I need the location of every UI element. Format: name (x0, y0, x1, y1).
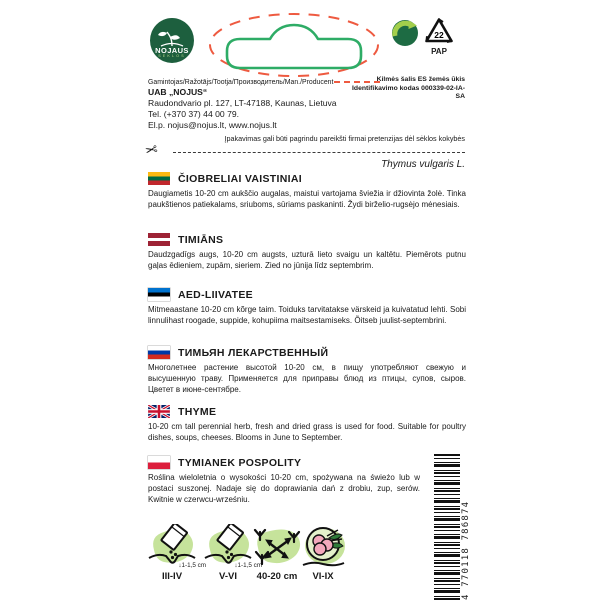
section-title: AED-LIIVATEE (178, 288, 253, 301)
section-text: Roślina wieloletnia o wysokości 10-20 cm, spożywana na świeżo lub w postaci suszonej. Nadaje się do doprawiania dań z drobiu, zup, serów. Kwitnie w czerwcu-wrześniu. (148, 473, 420, 504)
section-title: ТИМЬЯН ЛЕКАРСТВЕННЫЙ (178, 346, 329, 359)
green-dot-recycling-icon (392, 20, 418, 46)
pap-22-recycling-mark (424, 17, 454, 56)
pictogram-sowing-indoors (144, 524, 206, 582)
scissors-icon: ✂ (143, 140, 160, 161)
company-name: UAB „NOJUS“ (148, 87, 208, 97)
section-text: Daudzgadīgs augs, 10-20 cm augsts, uzturā lieto svaigu un kaltētu. Piemērots putnu gaļas ēdieniem, zupām, sieriem. Zied no jūnija līdz septembrim. (148, 250, 466, 270)
quality-claim-note: Įpakavimas gali būti pagrindu pareikšti firmai pretenzijas dėl sėklos kokybės (224, 134, 465, 143)
hang-hole-mark (206, 10, 382, 80)
company-address: Raudondvario pl. 127, LT-47188, Kaunas, Lietuva (148, 98, 337, 108)
sowing-depth-note: ↓1-1,5 cm (234, 562, 262, 569)
section-lithuanian (148, 172, 466, 210)
pictogram-label: V-VI (219, 571, 237, 582)
russia-flag-icon (148, 346, 170, 359)
latin-name: Thymus vulgaris L. (381, 159, 465, 170)
section-english (148, 405, 466, 443)
pictogram-flowering-time (298, 524, 348, 582)
nojus-logo (150, 18, 194, 63)
latvia-flag-icon (148, 233, 170, 246)
logo-brand-text: NOJAUS (155, 46, 189, 55)
identification-code: Identifikavimo kodas 000339-02-IA-SA (352, 84, 465, 101)
ean-barcode (434, 450, 472, 600)
section-title: TYMIANEK POSPOLITY (178, 456, 302, 469)
pictogram-label: VI-IX (312, 571, 334, 582)
section-polish (148, 456, 420, 505)
spacing-arrows-icon (250, 524, 304, 568)
estonia-flag-icon (148, 288, 170, 301)
barcode-digits: 4 770118 786874 (461, 500, 471, 600)
producer-label-multilang: Gamintojas/Ražotājs/Tootja/Производитель/Man./Producent (148, 79, 334, 86)
sowing-depth-note: ↓1-1,5 cm (178, 562, 206, 569)
producer-block (148, 78, 378, 131)
logo-sub-text: SĖKLOS (158, 54, 186, 58)
sprout-icon (155, 29, 189, 47)
section-title: THYME (178, 405, 217, 418)
pictogram-label: 40-20 cm (256, 571, 298, 582)
origin-block (348, 76, 465, 102)
poland-flag-icon (148, 456, 170, 469)
recycling-triangle-icon (424, 17, 454, 44)
section-title: TIMIĀNS (178, 233, 224, 246)
section-latvian (148, 233, 466, 271)
sowing-packet-icon (147, 524, 197, 566)
section-russian (148, 346, 466, 395)
flower-icon (300, 524, 346, 568)
euro-slot-icon (227, 25, 361, 68)
pap-number: 22 (434, 30, 444, 40)
pictogram-label: III-IV (161, 571, 183, 582)
origin-country-line: Kilmės šalis ES žemės ūkis (376, 76, 465, 83)
section-text: Многолетнее растение высотой 10-20 см, в пищу употребляют свежую и высушенную траву. Применяется для приправы блюд из птицы, супов, сыров. Цветет в июне-сентябре. (148, 363, 466, 394)
section-title: ČIOBRELIAI VAISTINIAI (178, 172, 302, 185)
section-text: Daugiametis 10-20 cm aukščio augalas, maistui vartojama šviežia ir džiovinta žolė. Tinka paukštienos patiekalams, sriuboms, sūriams paskaninti. Žydi birželio-rugsėjo mėnesiais. (148, 189, 466, 209)
lithuania-flag-icon (148, 172, 170, 185)
section-text: Mitmeaastane 10-20 cm kõrge taim. Toiduks tarvitatakse värskeid ja kuivatatud lehti. Sobi linnulihast roogade, suppide, kohupiima maitsestamiseks. Õitseb juulist-septembrini. (148, 305, 466, 325)
company-phone: Tel. (+370 37) 44 00 79. (148, 109, 240, 119)
company-email-web: El.p. nojus@nojus.lt, www.nojus.lt (148, 120, 277, 130)
pap-label: PAP (431, 47, 447, 56)
section-estonian (148, 288, 466, 326)
cut-dashed-line (173, 152, 465, 153)
barcode-bars (434, 454, 460, 600)
united-kingdom-flag-icon (148, 405, 170, 418)
section-text: 10-20 cm tall perennial herb, fresh and dried grass is used for food. Suitable for poultry dishes, soups, cheeses. Blooms in June to September. (148, 422, 466, 442)
